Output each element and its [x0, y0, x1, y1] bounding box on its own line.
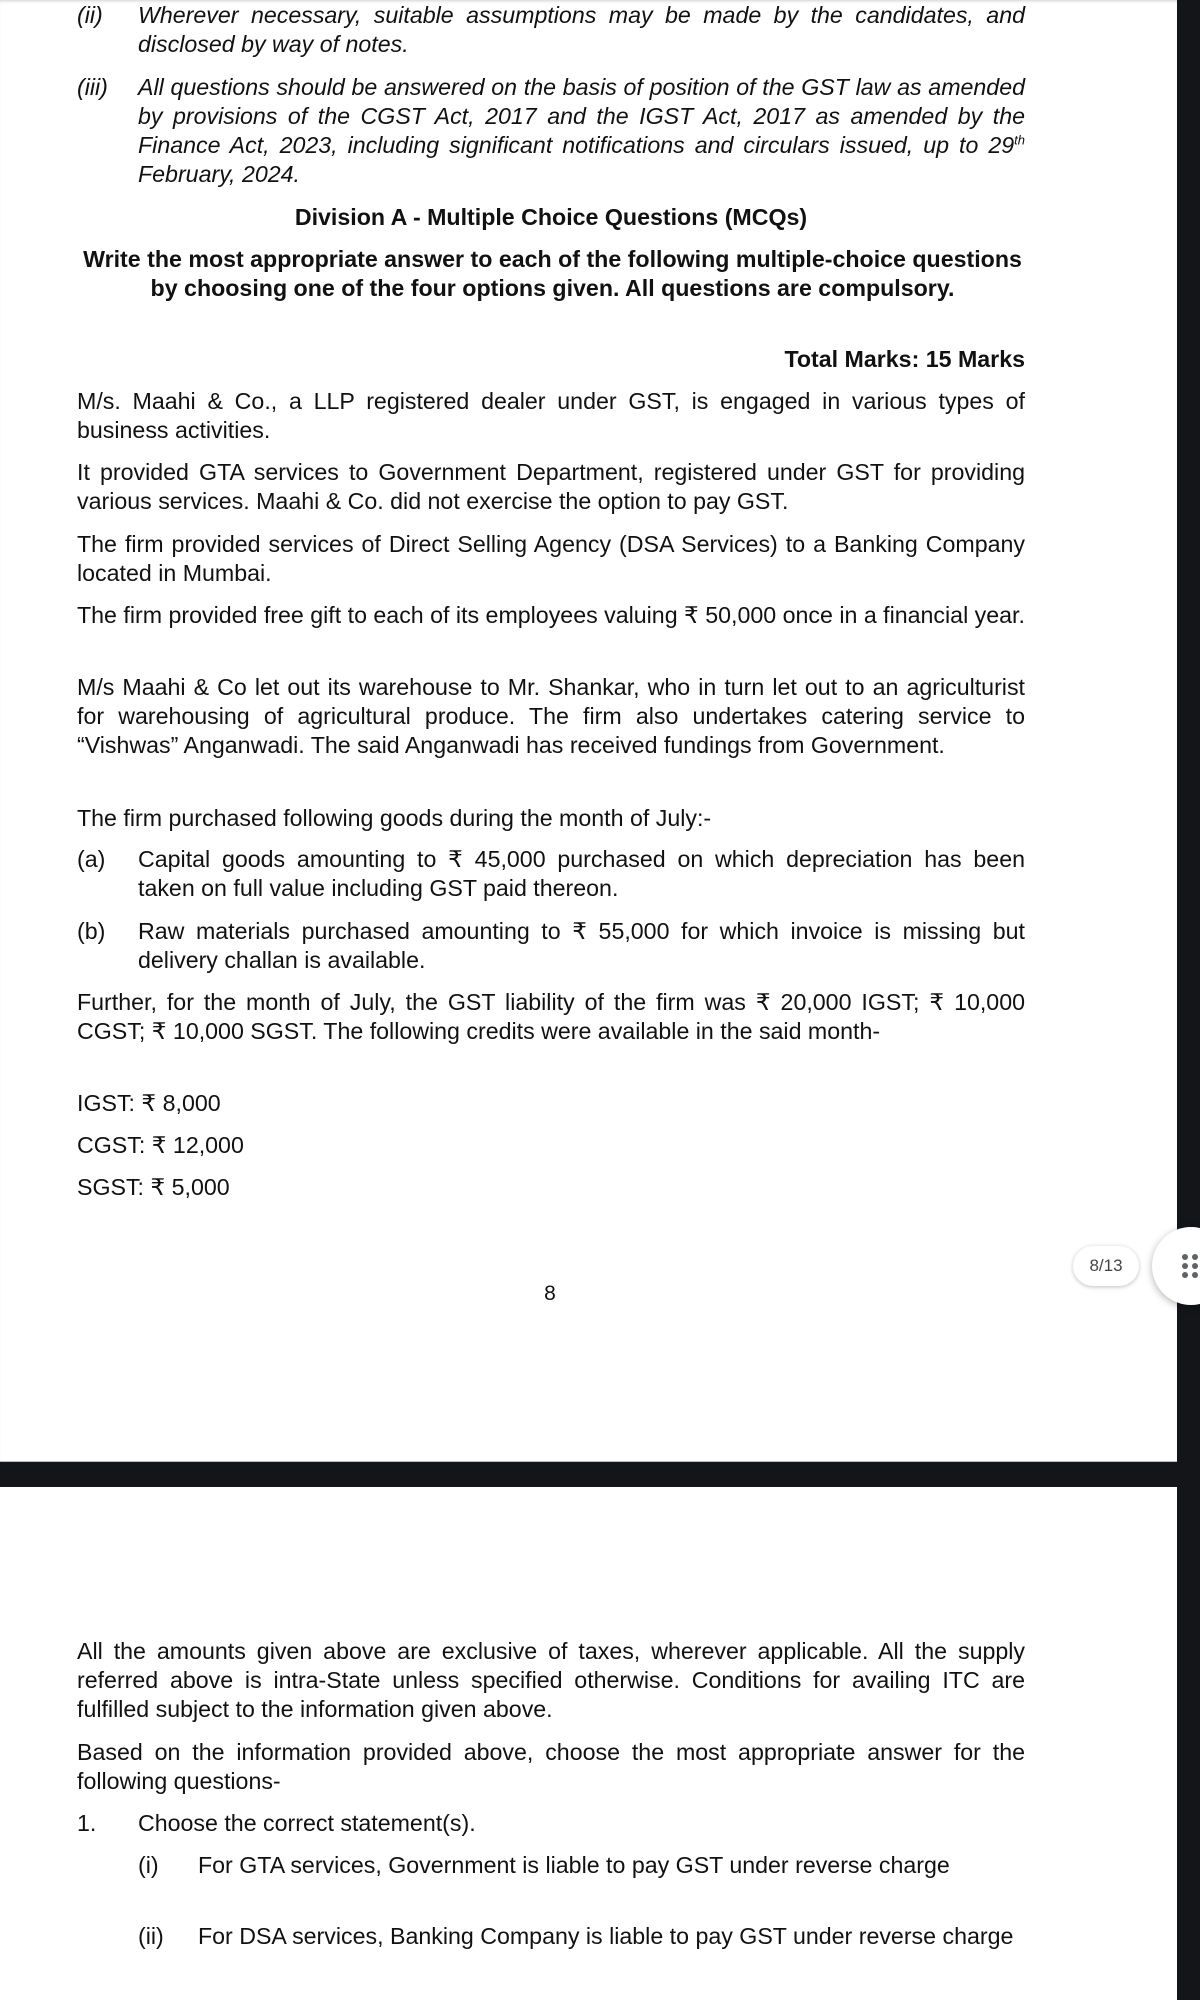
- statement-text: For GTA services, Government is liable to pay GST under reverse charge: [198, 1852, 950, 1878]
- instruction-text: Wherever necessary, suitable assumptions may be made by the candidates, and disclosed by way of notes.: [138, 2, 1025, 57]
- purchase-item: Raw materials purchased amounting to ₹ 55,000 for which invoice is missing but delivery challan is available.: [138, 918, 1025, 973]
- purchase-marker: (b): [77, 918, 106, 944]
- credit-sgst: SGST: ₹ 5,000: [77, 1174, 230, 1200]
- case-paragraph: The firm provided free gift to each of its employees valuing ₹ 50,000 once in a financial year.: [77, 602, 1025, 628]
- question-text: Choose the correct statement(s).: [138, 1810, 476, 1836]
- page-number: 8: [544, 1282, 556, 1305]
- total-marks: Total Marks: 15 Marks: [784, 346, 1025, 372]
- case-paragraph: M/s. Maahi & Co., a LLP registered dealer under GST, is engaged in various types of business activities.: [77, 388, 1025, 443]
- case-paragraph: M/s Maahi & Co let out its warehouse to Mr. Shankar, who in turn let out to an agriculturist for warehousing of agricultural produce. The firm also undertakes catering service to “Vishwas” Anganwadi. The said Anganwadi has received fundings from Government.: [77, 674, 1025, 758]
- case-paragraph: The firm provided services of Direct Selling Agency (DSA Services) to a Banking Company located in Mumbai.: [77, 531, 1025, 586]
- note-paragraph: Based on the information provided above, choose the most appropriate answer for the following questions-: [77, 1739, 1025, 1794]
- instruction-marker: (ii): [77, 2, 103, 28]
- statement-text: For DSA services, Banking Company is liable to pay GST under reverse charge: [198, 1923, 1014, 1949]
- credit-cgst: CGST: ₹ 12,000: [77, 1132, 244, 1158]
- division-instruction: Write the most appropriate answer to each of the following multiple-choice questions by choosing one of the four options given. All questions are compulsory.: [83, 246, 1022, 301]
- page-separator: [0, 1461, 1177, 1488]
- case-paragraph: The firm purchased following goods during the month of July:-: [77, 805, 712, 831]
- instruction-marker: (iii): [77, 74, 108, 100]
- credit-igst: IGST: ₹ 8,000: [77, 1090, 221, 1116]
- division-heading: Division A - Multiple Choice Questions (MCQs): [294, 204, 808, 230]
- instruction-text: All questions should be answered on the basis of position of the GST law as amended by provisions of the CGST Act, 2017 and the IGST Act, 2017 as amended by the Finance Act, 2023, including significant notifications and circulars issued, up to 29th February, 2024.: [138, 74, 1025, 187]
- pdf-page-9: [0, 1487, 1177, 2000]
- purchase-marker: (a): [77, 846, 106, 872]
- statement-marker: (ii): [138, 1923, 164, 1949]
- drag-handle-dots-icon: [1182, 1254, 1198, 1278]
- note-paragraph: All the amounts given above are exclusive of taxes, wherever applicable. All the supply referred above is intra-State unless specified otherwise. Conditions for availing ITC are fulfilled subject to the information given above.: [77, 1638, 1025, 1722]
- question-number: 1.: [77, 1810, 97, 1836]
- liability-paragraph: Further, for the month of July, the GST liability of the firm was ₹ 20,000 IGST; ₹ 10,000 CGST; ₹ 10,000 SGST. The following credits were available in the said month-: [77, 989, 1025, 1044]
- page-indicator: 8/13: [1073, 1246, 1139, 1286]
- case-paragraph: It provided GTA services to Government Department, registered under GST for providing various services. Maahi & Co. did not exercise the option to pay GST.: [77, 459, 1025, 514]
- statement-marker: (i): [138, 1852, 159, 1878]
- purchase-item: Capital goods amounting to ₹ 45,000 purchased on which depreciation has been taken on full value including GST paid thereon.: [138, 846, 1025, 901]
